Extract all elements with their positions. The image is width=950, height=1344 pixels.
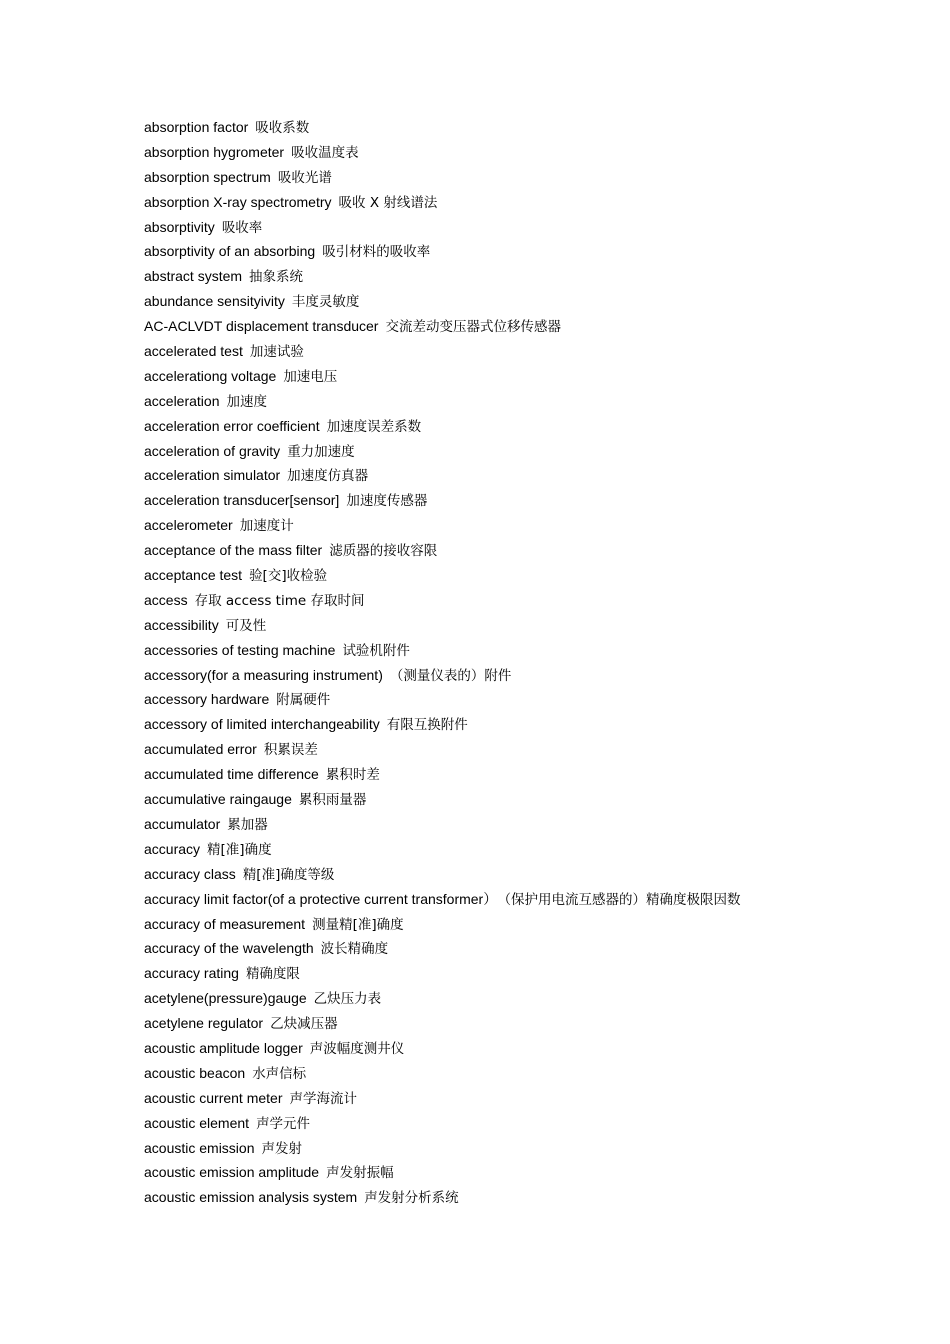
entry-translation: 声发射振幅 [326,1165,394,1182]
glossary-entry [144,663,904,688]
entry-term: acoustic beacon [144,1064,246,1081]
entry-translation: 声学元件 [256,1115,311,1132]
entry-translation: 水声信标 [252,1065,307,1082]
glossary-entry [144,588,904,613]
entry-term: accessory(for a measuring instrument) [144,666,383,683]
entry-translation: 积累误差 [263,742,318,759]
entry-term: accuracy limit factor(of a protective current transformer） [144,890,498,907]
entry-term: acoustic emission analysis system [144,1189,358,1206]
entry-translation: 累加器 [227,816,268,833]
glossary-entry [144,1185,904,1210]
glossary-entry [144,1136,904,1161]
entry-term: accelerometer [144,517,233,534]
glossary-entry [144,538,904,563]
glossary-entry [144,314,904,339]
glossary-entry [144,613,904,638]
entry-translation: 加速度 [226,393,267,410]
entry-term: abundance sensityivity [144,293,285,310]
glossary-entry [144,389,904,414]
glossary-entry [144,264,904,289]
entry-translation: 存取 access time 存取时间 [194,592,365,609]
glossary-entry [144,887,904,912]
glossary-entry [144,140,904,165]
entry-term: absorption hygrometer [144,143,285,160]
entry-translation: 抽象系统 [249,269,304,286]
entry-translation: 附属硬件 [276,692,331,709]
entry-term: accelerated test [144,343,243,360]
entry-translation: 交流差动变压器式位移传感器 [385,319,561,336]
entry-term: acetylene(pressure)gauge [144,990,307,1007]
entry-translation: 声发射分析系统 [364,1190,459,1207]
glossary-entry [144,737,904,762]
entry-term: accumulator [144,815,221,832]
entry-translation: （保护用电流互感器的）精确度极限因数 [504,891,741,908]
entry-term: acceleration error coefficient [144,417,320,434]
entry-translation: 测量精[准]确度 [312,916,404,933]
entry-term: acetylene regulator [144,1015,264,1032]
entry-translation: 加速度计 [239,518,294,535]
glossary-entry [144,1086,904,1111]
glossary-entry [144,439,904,464]
entry-translation: 声学海流计 [289,1090,357,1107]
glossary-entry [144,936,904,961]
entry-term: accuracy of the wavelength [144,940,314,957]
entry-term: accuracy rating [144,965,239,982]
entry-translation: 吸收温度表 [291,144,359,161]
glossary-entry [144,239,904,264]
entry-term: accelerationg voltage [144,367,277,384]
entry-translation: 吸引材料的吸收率 [322,244,431,261]
entry-term: accumulated time difference [144,766,319,783]
entry-translation: 可及性 [225,617,267,634]
entry-term: accuracy class [144,865,236,882]
glossary-entry [144,488,904,513]
entry-term: absorptivity of an absorbing [144,243,316,260]
glossary-entry [144,687,904,712]
entry-translation: 声波幅度测井仪 [309,1040,405,1057]
entry-term: acceleration simulator [144,467,281,484]
glossary-entry [144,787,904,812]
glossary-entry [144,115,904,140]
entry-term: absorptivity [144,218,215,235]
entry-term: absorption X-ray spectrometry [144,193,332,210]
entry-term: accessibility [144,616,219,633]
entry-term: acceleration [144,392,220,409]
entry-translation: 精确度限 [245,966,300,983]
entry-translation: 吸收系数 [255,120,310,136]
entry-term: access [144,591,188,608]
glossary-entry [144,762,904,787]
entry-translation: 累积时差 [325,767,380,784]
entry-translation: 加速电压 [283,368,338,385]
glossary-entry [144,1036,904,1061]
entry-term: AC-ACLVDT displacement transducer [144,318,379,335]
glossary-entry [144,1011,904,1036]
entry-translation: 试验机附件 [342,642,410,659]
entry-translation: 乙炔压力表 [313,991,382,1008]
entry-term: acoustic amplitude logger [144,1039,303,1056]
entry-term: acceptance test [144,567,243,584]
entry-translation: 吸收 X 射线谱法 [338,194,438,211]
entry-term: acoustic emission amplitude [144,1164,320,1181]
entry-translation: 声发射 [261,1140,302,1157]
entry-translation: 加速试验 [249,344,304,361]
entry-term: abstract system [144,268,243,285]
entry-translation: 吸收率 [221,219,263,236]
glossary-entry [144,414,904,439]
entry-term: absorption spectrum [144,168,271,185]
entry-translation: 丰度灵敏度 [291,294,360,311]
glossary-entry [144,1061,904,1086]
entry-translation: 加速度仿真器 [287,468,369,485]
glossary-entry [144,563,904,588]
glossary-entry [144,339,904,364]
entry-translation: 乙炔减压器 [270,1016,338,1033]
entry-term: acceptance of the mass filter [144,542,323,559]
glossary-entry [144,289,904,314]
entry-term: accuracy [144,840,201,857]
glossary-entry [144,513,904,538]
entry-translation: 滤质器的接收容限 [329,543,438,560]
glossary-entry [144,190,904,215]
glossary-entry [144,961,904,986]
glossary-entry [144,1111,904,1136]
glossary-list [144,115,904,1210]
glossary-entry [144,712,904,737]
entry-translation: 吸收光谱 [277,169,332,186]
glossary-entry [144,463,904,488]
entry-term: acceleration of gravity [144,442,281,459]
glossary-entry [144,986,904,1011]
glossary-entry [144,1160,904,1185]
entry-translation: 验[交]收检验 [249,568,328,585]
entry-term: acoustic emission [144,1139,255,1156]
entry-term: acoustic current meter [144,1089,283,1106]
entry-translation: 有限互换附件 [386,717,468,734]
entry-translation: （测量仪表的）附件 [389,667,512,684]
glossary-entry [144,912,904,937]
entry-term: accessories of testing machine [144,641,336,658]
glossary-entry [144,215,904,240]
glossary-entry [144,862,904,887]
entry-translation: 精[准]确度 [207,841,272,858]
entry-translation: 波长精确度 [320,941,389,958]
entry-term: accessory hardware [144,691,270,708]
glossary-entry [144,812,904,837]
entry-translation: 加速度传感器 [346,493,428,510]
entry-term: accessory of limited interchangeability [144,716,380,733]
entry-term: acoustic element [144,1114,250,1131]
entry-translation: 精[准]确度等级 [242,866,335,883]
entry-term: accuracy of measurement [144,915,306,932]
entry-term: absorption factor [144,119,249,135]
entry-translation: 重力加速度 [287,443,355,460]
entry-translation: 加速度误差系数 [326,418,422,435]
glossary-entry [144,165,904,190]
entry-term: accumulated error [144,741,257,758]
glossary-entry [144,638,904,663]
glossary-entry [144,364,904,389]
entry-translation: 累积雨量器 [298,792,367,809]
entry-term: acceleration transducer[sensor] [144,492,340,509]
entry-term: accumulative raingauge [144,791,292,808]
glossary-entry [144,837,904,862]
